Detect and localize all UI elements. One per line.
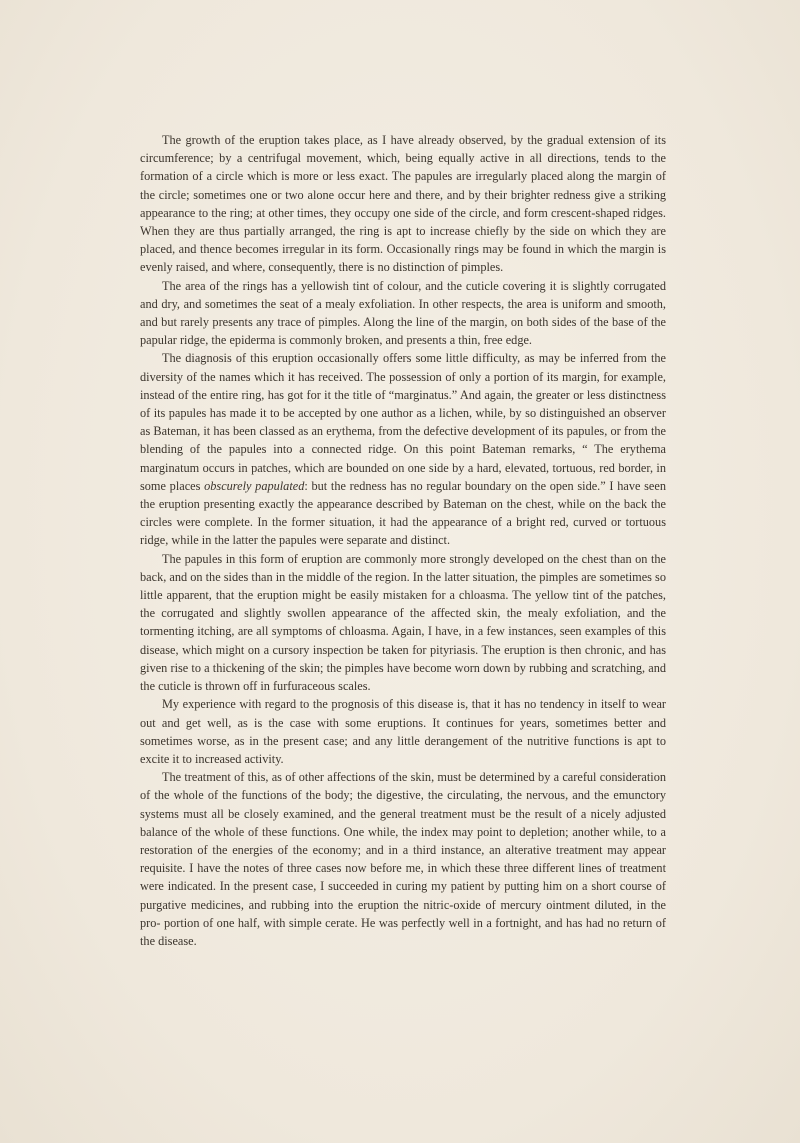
text-segment: The treatment of this, as of other affections of the skin, must be determined by a careful consideration of the whole of the functions of the body; the digestive, the circulating, the nervous, and the emunctory systems must all be closely examined, and the general treatment must be the result of a nicely adjusted balance of the whole of these functions. One while, the index may point to depletion; another while, to a restoration of the energies of the economy; and in a third instance, an alterative treatment may appear requisite. I have the notes of three cases now before me, in which these three different lines of treatment were indicated. In the present case, I succeeded in curing my patient by putting him on a short course of purgative medicines, and rubbing into the eruption the nitric-oxide of mercury ointment diluted, in the pro- portion of one half, with simple cerate. He was perfectly well in a fortnight, and has had no return of the disease. <box>140 770 666 948</box>
text-segment: The area of the rings has a yellowish tint of colour, and the cuticle covering it is slightly corrugated and dry, and sometimes the seat of a mealy exfoliation. In other respects, the area is uniform and smooth, and but rarely presents any trace of pimples. Along the line of the margin, on both sides of the base of the papular ridge, the epiderma is commonly broken, and presents a thin, free edge. <box>140 278 666 348</box>
paragraph-3 <box>140 349 666 549</box>
paragraph-1 <box>140 131 666 277</box>
text-segment: : but the redness has no regular boundary on the open side.” I have seen the eruption presenting exactly the appearance described by Bateman on the chest, while on the back the circles were complete. In the former situation, it had the appearance of a bright red, curved or tortuous ridge, while in the latter the papules were separate and distinct. <box>140 478 666 548</box>
text-segment: The diagnosis of this eruption occasionally offers some little difficulty, as may be inferred from the diversity of the names which it has received. The possession of only a portion of its margin, for example, instead of the entire ring, has got for it the title of “marginatus.” And again, the greater or less distinctness of its papules has made it to be accepted by one author as a lichen, while, by so distinguished an observer as Bateman, it has been classed as an erythema, from the defective development of its papules, or from the blending of the papules into a connected ridge. On this point Bateman remarks, “ The erythema marginatum occurs in patches, which are bounded on one side by a hard, elevated, tortuous, red border, in some places <box>140 351 666 493</box>
body-text <box>140 131 666 950</box>
paragraph-2 <box>140 277 666 350</box>
paragraph-5 <box>140 695 666 768</box>
text-segment: My experience with regard to the prognosis of this disease is, that it has no tendency in itself to wear out and get well, as is the case with some eruptions. It continues for years, sometimes better and sometimes worse, as in the present case; and any little derangement of the nutritive functions is apt to excite it to increased activity. <box>140 697 666 766</box>
italic-text-segment: obscurely papulated <box>204 478 305 493</box>
paragraph-4 <box>140 550 666 696</box>
text-segment: The papules in this form of eruption are commonly more strongly developed on the chest than on the back, and on the sides than in the middle of the region. In the latter situation, the pimples are sometimes so little apparent, that the eruption might be easily mistaken for a chloasma. The yellow tint of the patches, the corrugated and slightly swollen appearance of the affected skin, the mealy exfoliation, and the tormenting itching, are all symptoms of chloasma. Again, I have, in a few instances, seen examples of this disease, which might on a cursory inspection be taken for pityriasis. The eruption is then chronic, and has given rise to a thickening of the skin; the pimples have become worn down by rubbing and scratching, and the cuticle is thrown off in furfuraceous scales. <box>140 551 666 694</box>
paragraph-6 <box>140 768 666 950</box>
text-segment: The growth of the eruption takes place, as I have already observed, by the gradual extension of its circumference; by a centrifugal movement, which, being equally active in all directions, tends to the formation of a circle which is more or less exact. The papules are irregularly placed along the margin of the circle; sometimes one or two alone occur here and there, and by their brighter redness give a striking appearance to the ring; at other times, they occupy one side of the circle, and form crescent-shaped ridges. When they are thus partially arranged, the ring is apt to increase chiefly by the side on which they are placed, and thence becomes irregular in its form. Occasionally rings may be found in which the margin is evenly raised, and where, consequently, there is no distinction of pimples. <box>140 133 666 275</box>
